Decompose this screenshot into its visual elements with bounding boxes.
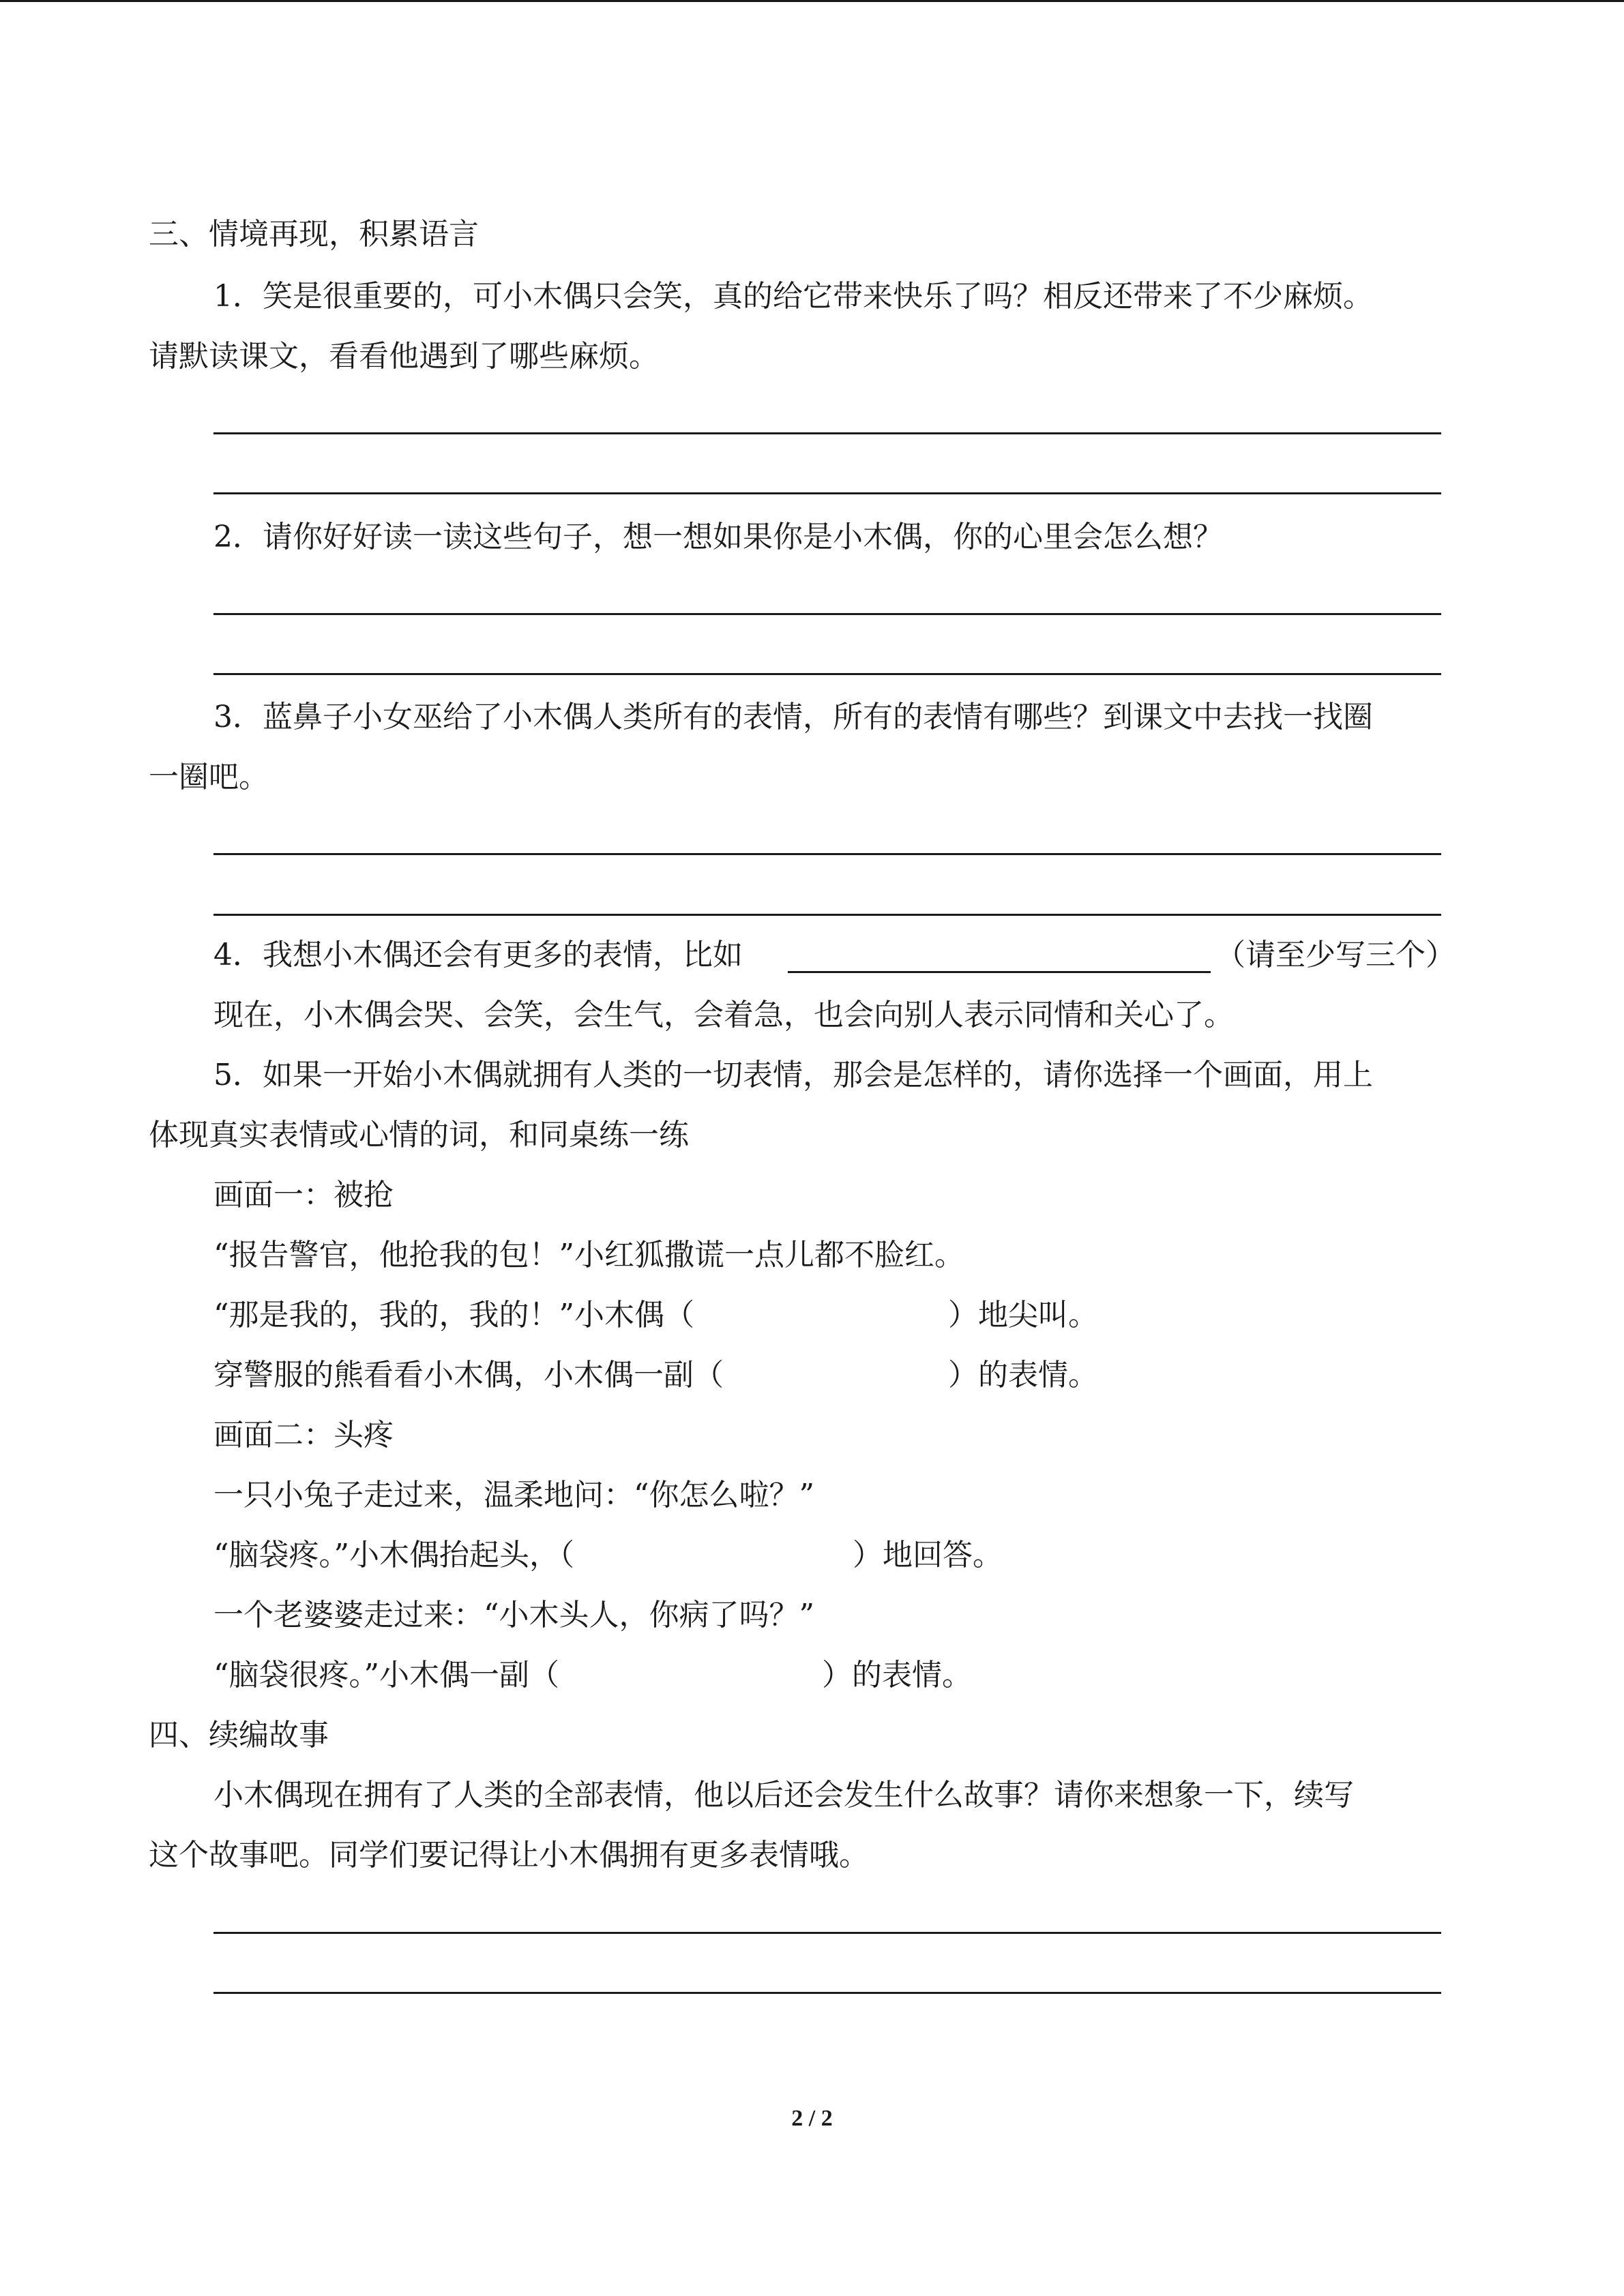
answer-line-q3-a[interactable] [213,853,1441,855]
question-4-prefix: 4．我想小木偶还会有更多的表情，比如 [213,938,743,972]
section-4-line-1: 小木偶现在拥有了人类的全部表情，他以后还会发生什么故事？请你来想象一下，续写 [213,1778,1354,1813]
scene-2-sentence-2-post: ）地回答。 [853,1538,1003,1572]
scene-1-sentence-3-pre: 穿警服的熊看看小木偶，小木偶一副（ [213,1358,724,1392]
answer-line-q3-b[interactable] [213,914,1441,916]
section-3-heading: 三、情境再现，积累语言 [149,217,479,252]
answer-line-q2-a[interactable] [213,613,1441,615]
question-5-line-2: 体现真实表情或心情的词，和同桌练一练 [149,1118,689,1152]
question-2: 2．请你好好读一读这些句子，想一想如果你是小木偶，你的心里会怎么想？ [213,520,1223,554]
answer-line-q1-b[interactable] [213,492,1441,494]
question-1-line-1: 1．笑是很重要的，可小木偶只会笑，真的给它带来快乐了吗？相反还带来了不少麻烦。 [213,279,1373,314]
scene-1-sentence-3-post: ）的表情。 [948,1358,1098,1392]
question-3-line-1: 3．蓝鼻子小女巫给了小木偶人类所有的表情，所有的表情有哪些？到课文中去找一找圈 [213,700,1373,734]
scene-2-title: 画面二：头疼 [213,1418,394,1452]
question-5-line-1: 5．如果一开始小木偶就拥有人类的一切表情，那会是怎样的，请你选择一个画面，用上 [213,1058,1373,1092]
scene-2-sentence-4-pre: “脑袋很疼。”小木偶一副（ [213,1658,559,1693]
question-4-suffix: （请至少写三个） [1215,938,1456,972]
answer-line-story-a[interactable] [213,1932,1441,1934]
question-3-line-2: 一圈吧。 [149,760,269,794]
scene-2-sentence-1: 一只小兔子走过来，温柔地问：“你怎么啦？” [213,1478,814,1512]
page-number: 2 / 2 [791,2106,833,2131]
scene-2-sentence-2-pre: “脑袋疼。”小木偶抬起头，（ [213,1538,574,1572]
question-4-blank[interactable] [788,971,1211,973]
section-4-line-2: 这个故事吧。同学们要记得让小木偶拥有更多表情哦。 [149,1838,869,1873]
answer-line-q1-a[interactable] [213,432,1441,434]
scene-1-sentence-1: “报告警官，他抢我的包！”小红狐撒谎一点儿都不脸红。 [213,1238,964,1272]
scene-2-sentence-4-post: ）的表情。 [822,1658,972,1693]
answer-line-story-b[interactable] [213,1992,1441,1994]
question-4-line-2: 现在，小木偶会哭、会笑，会生气，会着急，也会向别人表示同情和关心了。 [213,998,1234,1032]
scene-1-sentence-2-post: ）地尖叫。 [948,1298,1098,1332]
scene-1-sentence-2-pre: “那是我的，我的，我的！”小木偶（ [213,1298,694,1332]
section-4-heading: 四、续编故事 [149,1718,329,1753]
question-1-line-2: 请默读课文，看看他遇到了哪些麻烦。 [149,339,659,374]
scene-2-sentence-3: 一个老婆婆走过来：“小木头人，你病了吗？” [213,1598,814,1632]
scene-1-title: 画面一：被抢 [213,1178,394,1212]
top-border [0,0,1624,2]
answer-line-q2-b[interactable] [213,673,1441,675]
